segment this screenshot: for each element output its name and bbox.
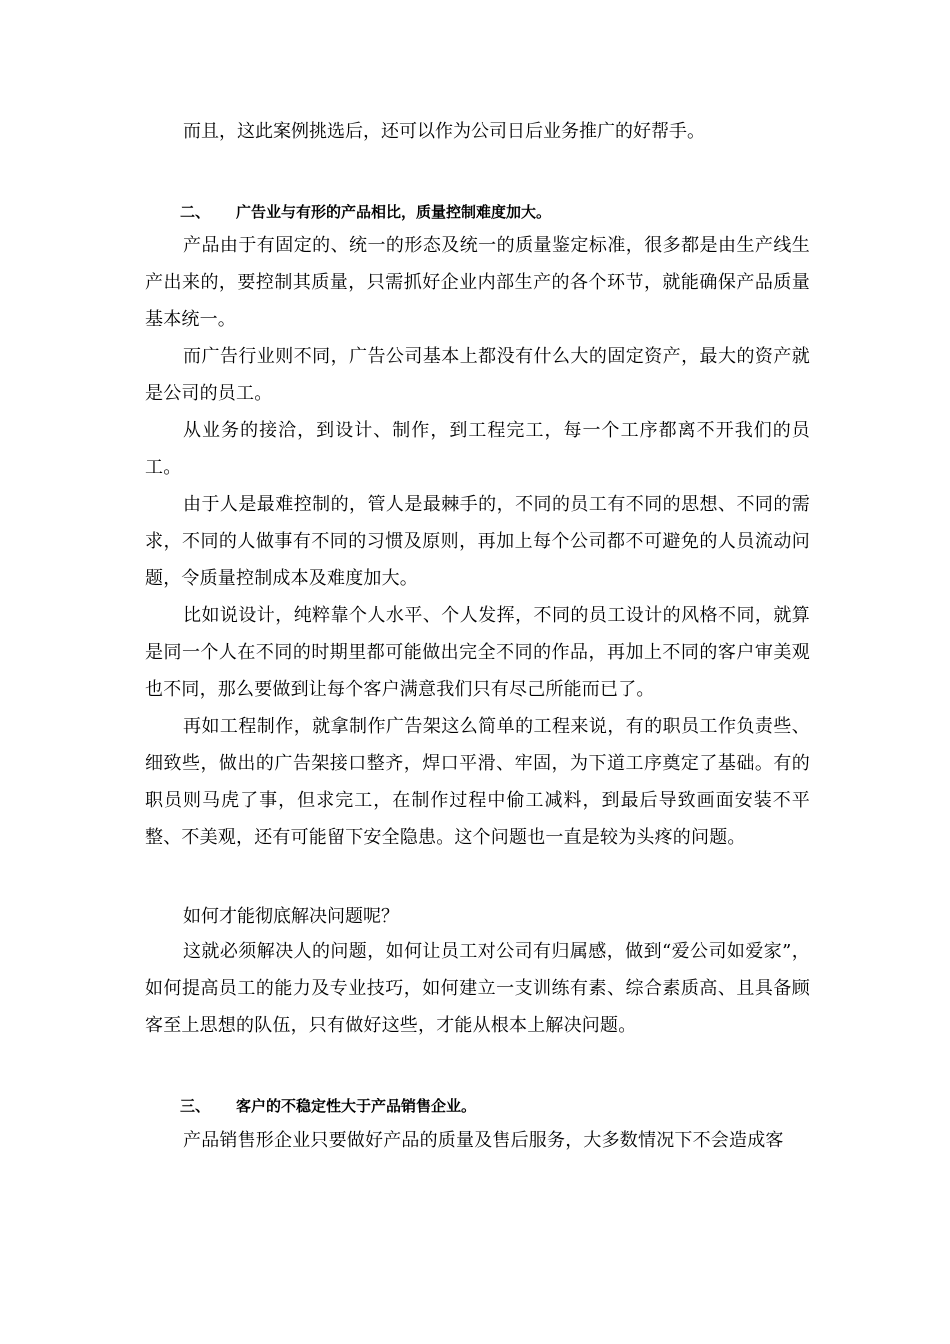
paragraph-3: 从业务的接洽，到设计、制作，到工程完工，每一个工序都离不开我们的员工。: [145, 420, 810, 478]
section-number-2: 二、: [180, 203, 211, 221]
paragraph-5: 比如说设计，纯粹靠个人水平、个人发挥，不同的员工设计的风格不同，就算是同一个人在不同的时期里都可能做出完全不同的作品，再加上不同的客户审美观也不同，那么要做到让每个客户满意我们只有尽己所能而已了。: [145, 605, 810, 700]
paragraph-7: 这就必须解决人的问题，如何让员工对公司有归属感，做到“爱公司如爱家”，如何提高员工的能力及专业技巧，如何建立一支训练有素、综合素质高、且具备顾客至上思想的队伍，只有做好这些，才能从根本上解决问题。: [145, 941, 810, 1036]
question-paragraph: 如何才能彻底解决问题呢？: [183, 906, 399, 927]
section-number-3: 三、: [180, 1097, 211, 1115]
section-title-3: 客户的不稳定性大于产品销售企业。: [236, 1097, 477, 1115]
paragraph-4: 由于人是最难控制的，管人是最棘手的，不同的员工有不同的思想、不同的需求，不同的人做事有不同的习惯及原则，再加上每个公司都不可避免的人员流动问题，令质量控制成本及难度加大。: [145, 494, 810, 589]
paragraph-2: 而广告行业则不同，广告公司基本上都没有什么大的固定资产，最大的资产就是公司的员工。: [145, 346, 810, 404]
intro-paragraph: 而且，这此案例挑选后，还可以作为公司日后业务推广的好帮手。: [183, 121, 705, 142]
section-heading-2: [180, 200, 551, 224]
paragraph-1: 产品由于有固定的、统一的形态及统一的质量鉴定标准，很多都是由生产线生产出来的，要控制其质量，只需抓好企业内部生产的各个环节，就能确保产品质量基本统一。: [145, 235, 810, 330]
section-title-2: 广告业与有形的产品相比，质量控制难度加大。: [236, 203, 552, 221]
paragraph-8: 产品销售形企业只要做好产品的质量及售后服务，大多数情况下不会造成客: [183, 1130, 784, 1151]
section-heading-3: [180, 1094, 476, 1118]
paragraph-6: 再如工程制作，就拿制作广告架这么简单的工程来说，有的职员工作负责些、细致些，做出的广告架接口整齐，焊口平滑、牢固，为下道工序奠定了基础。有的职员则马虎了事，但求完工，在制作过程中偷工减料，到最后导致画面安装不平整、不美观，还有可能留下安全隐患。这个问题也一直是较为头疼的问题。: [145, 716, 810, 848]
